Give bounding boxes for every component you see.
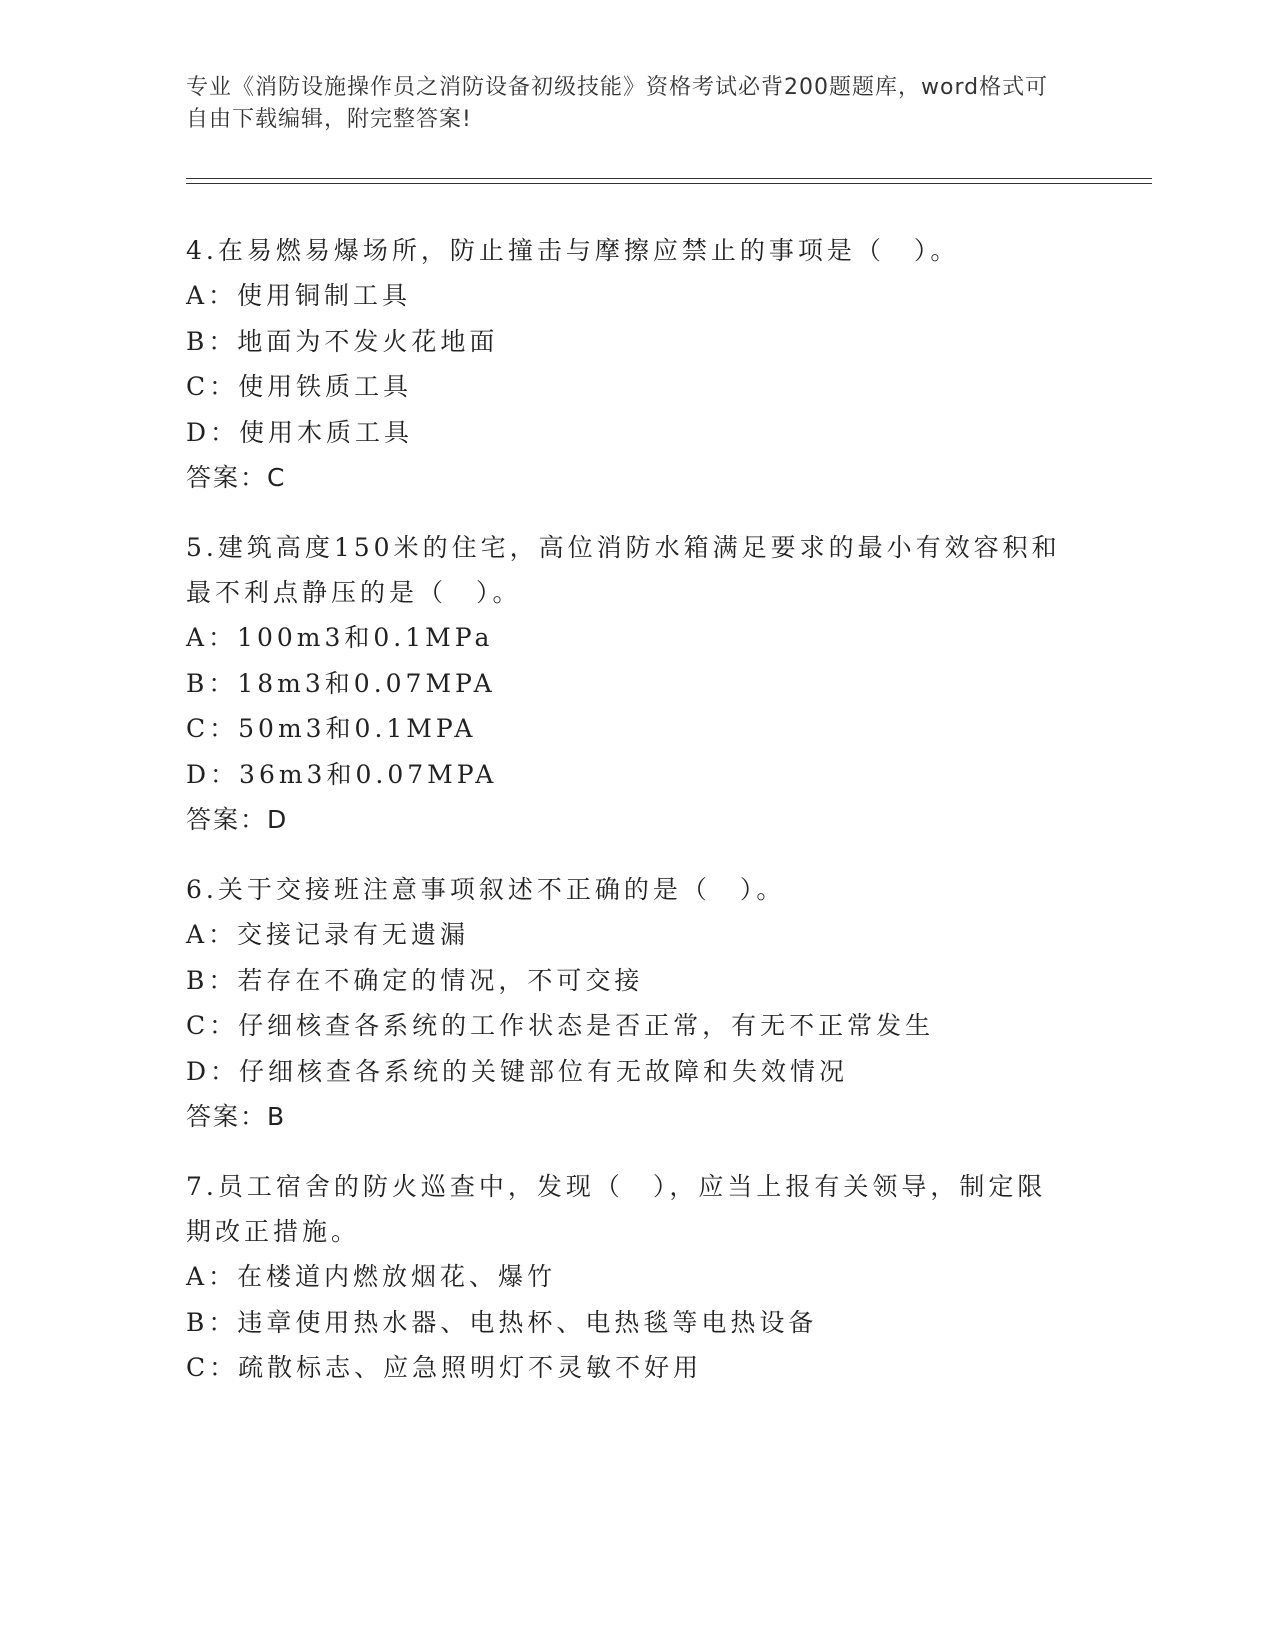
- option-d: D：36m3和0.07MPA: [186, 759, 498, 789]
- option-a: A：在楼道内燃放烟花、爆竹: [186, 1262, 557, 1291]
- option-b: B：地面为不发火花地面: [186, 326, 499, 356]
- question-stem: 7.员工宿舍的防火巡查中，发现（ ），应当上报有关领导，制定限期改正措施。: [186, 1172, 1047, 1246]
- question-list: [186, 228, 1066, 1416]
- option-c: C：50m3和0.1MPA: [186, 714, 477, 743]
- question-5: [186, 525, 1066, 842]
- option-c: C：仔细核查各系统的工作状态是否正常，有无不正常发生: [186, 1011, 935, 1040]
- answer: 答案：D: [186, 805, 289, 834]
- option-d: D：使用木质工具: [186, 417, 414, 447]
- option-a: A：交接记录有无遗漏: [186, 920, 470, 949]
- answer: 答案：B: [186, 1102, 287, 1131]
- option-b: B：18m3和0.07MPA: [186, 668, 496, 698]
- document-header: 专业《消防设施操作员之消防设备初级技能》资格考试必背200题题库，word格式可自由下载编辑，附完整答案!: [186, 75, 1049, 132]
- option-b: B：若存在不确定的情况，不可交接: [186, 965, 644, 995]
- header-divider-bottom: [186, 183, 1152, 184]
- option-c: C：疏散标志、应急照明灯不灵敏不好用: [186, 1353, 703, 1382]
- option-a: A：100m3和0.1MPa: [186, 623, 494, 652]
- question-7: [186, 1164, 1066, 1391]
- answer: 答案：C: [186, 463, 287, 492]
- header-divider-top: [186, 178, 1152, 179]
- option-b: B：违章使用热水器、电热杯、电热毯等电热设备: [186, 1307, 818, 1337]
- question-6: [186, 867, 1066, 1139]
- option-a: A：使用铜制工具: [186, 281, 412, 310]
- question-stem: 5.建筑高度150米的住宅，高位消防水箱满足要求的最小有效容积和最不利点静压的是（ ）。: [186, 533, 1061, 607]
- question-stem: 6.关于交接班注意事项叙述不正确的是（ ）。: [186, 875, 786, 904]
- option-c: C：使用铁质工具: [186, 372, 413, 401]
- option-d: D：仔细核查各系统的关键部位有无故障和失效情况: [186, 1056, 849, 1086]
- question-stem: 4.在易燃易爆场所，防止撞击与摩擦应禁止的事项是（ ）。: [186, 236, 960, 265]
- question-4: [186, 228, 1066, 500]
